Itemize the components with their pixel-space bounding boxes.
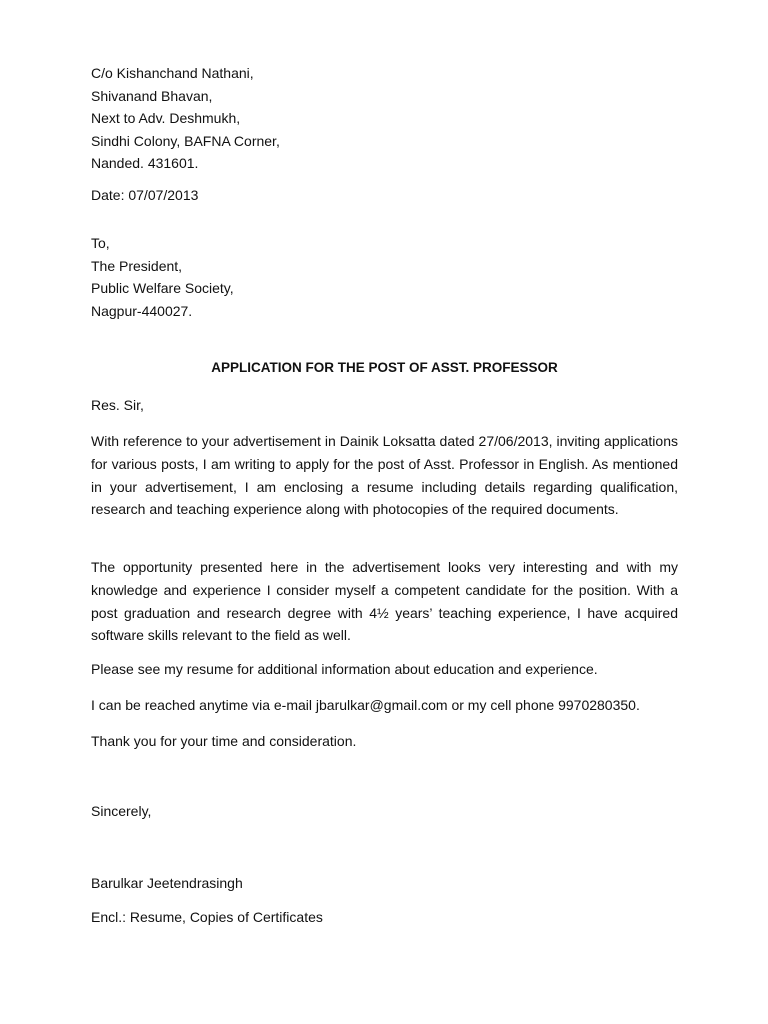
body-paragraph: Please see my resume for additional information about education and experience. bbox=[91, 661, 598, 677]
sender-address-line: Nanded. 431601. bbox=[91, 155, 199, 171]
recipient-line: The President, bbox=[91, 257, 183, 274]
recipient-address bbox=[91, 232, 678, 322]
sender-address bbox=[91, 62, 678, 175]
enclosures: Encl.: Resume, Copies of Certificates bbox=[91, 909, 323, 925]
body-paragraph: Thank you for your time and consideration. bbox=[91, 733, 357, 749]
sender-address-line: C/o Kishanchand Nathani, bbox=[91, 65, 254, 81]
sender-address-line: Next to Adv. Deshmukh, bbox=[91, 110, 241, 126]
salutation: Res. Sir, bbox=[91, 397, 144, 413]
signature-name: Barulkar Jeetendrasingh bbox=[91, 875, 243, 891]
letter-date: Date: 07/07/2013 bbox=[91, 187, 199, 203]
letter-subject: APPLICATION FOR THE POST OF ASST. PROFESSOR bbox=[211, 360, 558, 375]
recipient-line: To, bbox=[91, 235, 110, 251]
recipient-line: Nagpur-440027. bbox=[91, 302, 193, 319]
body-paragraph: The opportunity presented here in the advertisement looks very interesting and with my knowledge and experience I consider myself a competent candidate for the position. With a post graduation and research degree with 4½ years’ teaching experience, I have acquired software skills relevant to the field as well. bbox=[91, 559, 678, 644]
closing: Sincerely, bbox=[91, 803, 152, 819]
contact-paragraph: I can be reached anytime via e-mail jbarulkar@gmail.com or my cell phone 9970280350. bbox=[91, 697, 640, 713]
sender-address-line: Sindhi Colony, BAFNA Corner, bbox=[91, 132, 280, 149]
body-paragraph: With reference to your advertisement in Dainik Loksatta dated 27/06/2013, inviting applications for various posts, I am writing to apply for the post of Asst. Professor in English. As mentioned in your advertisement, I am enclosing a resume including details regarding qualification, research and teaching experience along with photocopies of the required documents. bbox=[91, 433, 678, 518]
recipient-line: Public Welfare Society, bbox=[91, 280, 234, 296]
sender-address-line: Shivanand Bhavan, bbox=[91, 87, 213, 104]
